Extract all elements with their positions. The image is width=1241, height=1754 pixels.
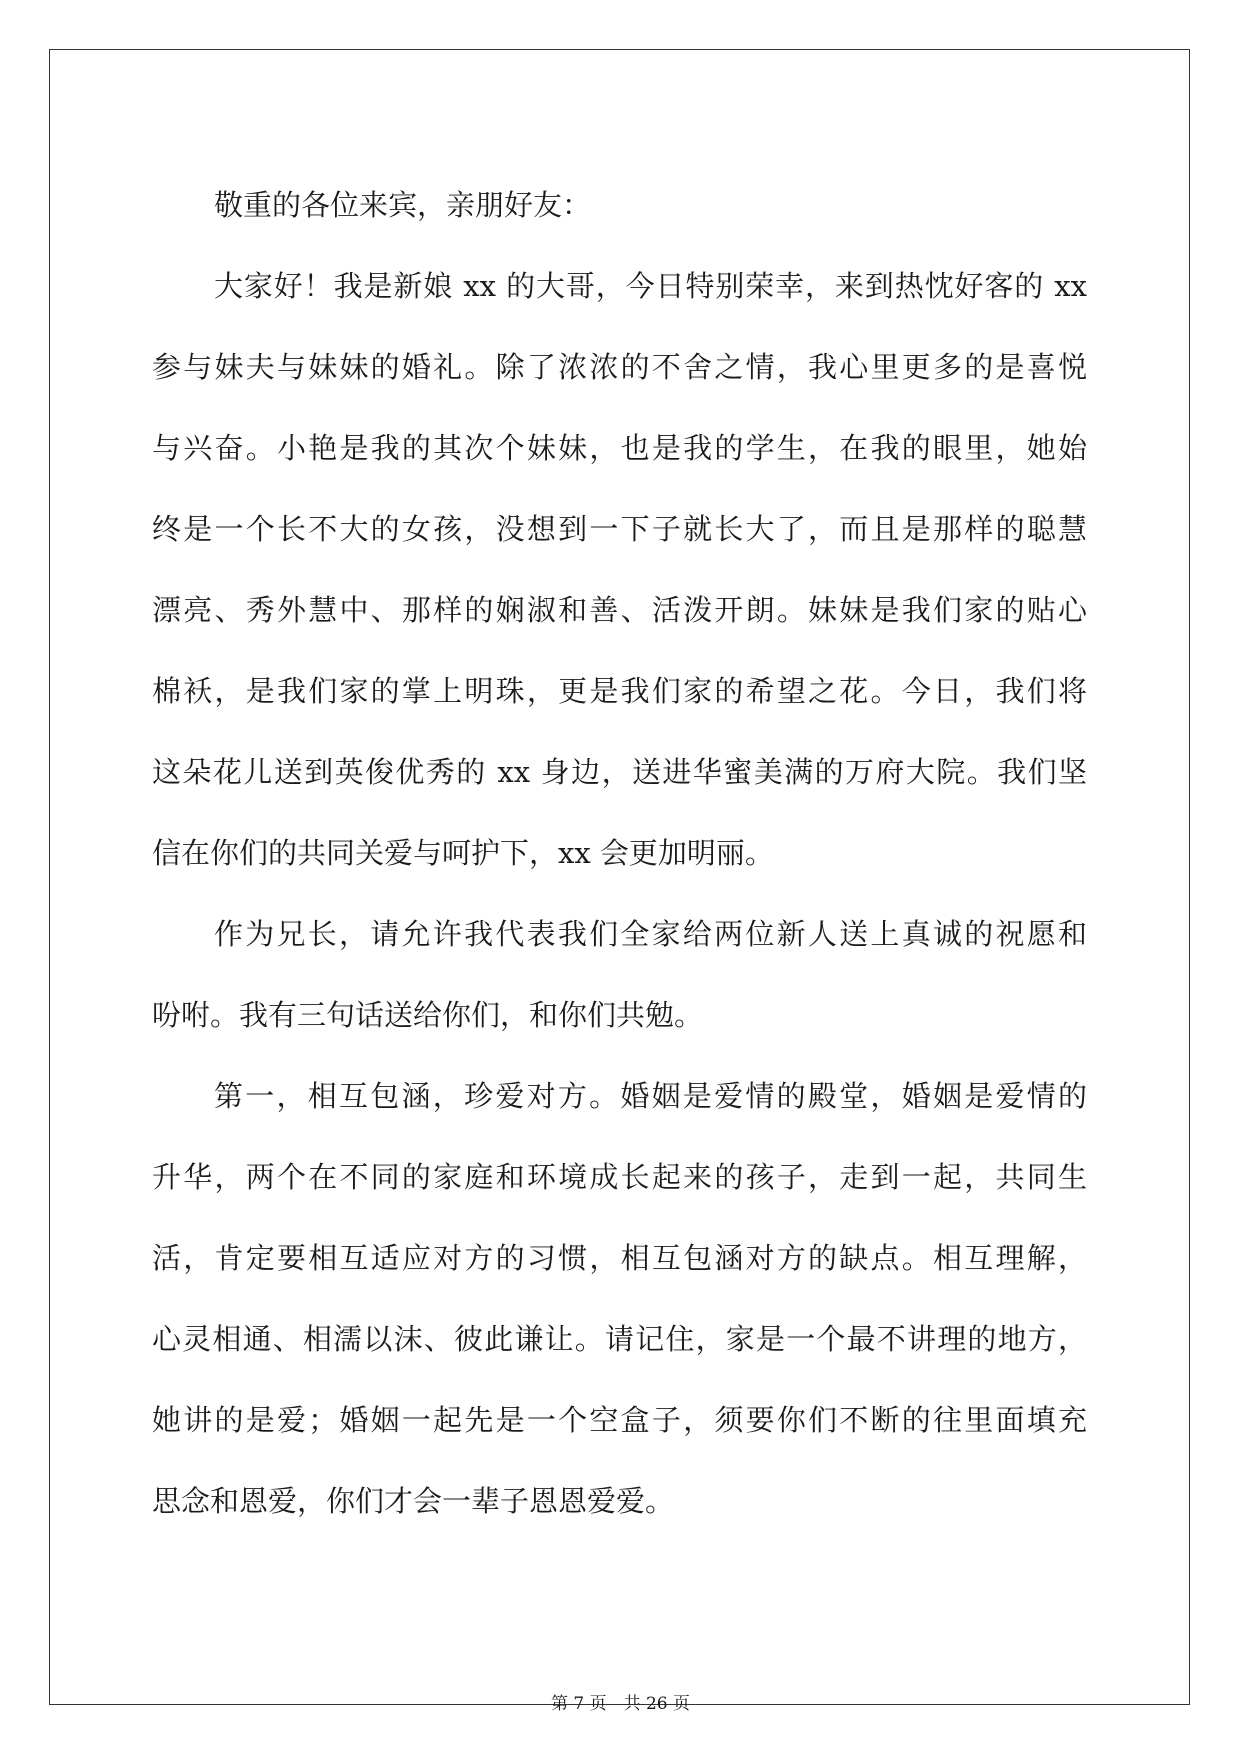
paragraph-4-line-5: 她讲的是爱；婚姻一起先是一个空盒子，须要你们不断的往里面填充 — [152, 1403, 1087, 1437]
document-body — [152, 165, 1087, 1542]
page-number-footer: 第 7 页 共 26 页 — [550, 1694, 691, 1714]
paragraph-2-line-5: 漂亮、秀外慧中、那样的娴淑和善、活泼开朗。妹妹是我们家的贴心 — [152, 593, 1087, 627]
paragraph-2-line-2: 参与妹夫与妹妹的婚礼。除了浓浓的不舍之情，我心里更多的是喜悦 — [152, 350, 1087, 384]
paragraph-4-line-2: 升华，两个在不同的家庭和环境成长起来的孩子，走到一起，共同生 — [152, 1160, 1087, 1194]
salutation-line: 敬重的各位来宾，亲朋好友： — [214, 188, 592, 222]
paragraph-2-line-7: 这朵花儿送到英俊优秀的 xx 身边，送进华蜜美满的万府大院。我们坚 — [152, 755, 1087, 789]
paragraph-4-line-4: 心灵相通、相濡以沫、彼此谦让。请记住，家是一个最不讲理的地方， — [152, 1322, 1087, 1356]
paragraph-3-line-1: 作为兄长，请允许我代表我们全家给两位新人送上真诚的祝愿和 — [214, 917, 1087, 951]
paragraph-4-line-6: 思念和恩爱，你们才会一辈子恩恩爱爱。 — [152, 1484, 675, 1518]
paragraph-2-line-8: 信在你们的共同关爱与呵护下，xx 会更加明丽。 — [152, 836, 774, 870]
paragraph-4-line-1: 第一，相互包涵，珍爱对方。婚姻是爱情的殿堂，婚姻是爱情的 — [214, 1079, 1087, 1113]
paragraph-2-line-1: 大家好！我是新娘 xx 的大哥，今日特别荣幸，来到热忱好客的 xx — [214, 269, 1087, 303]
paragraph-3-line-2: 吩咐。我有三句话送给你们，和你们共勉。 — [152, 998, 704, 1032]
paragraph-2-line-4: 终是一个长不大的女孩，没想到一下子就长大了，而且是那样的聪慧 — [152, 512, 1087, 546]
paragraph-2-line-3: 与兴奋。小艳是我的其次个妹妹，也是我的学生，在我的眼里，她始 — [152, 431, 1087, 465]
paragraph-2-line-6: 棉袄，是我们家的掌上明珠，更是我们家的希望之花。今日，我们将 — [152, 674, 1087, 708]
paragraph-4-line-3: 活，肯定要相互适应对方的习惯，相互包涵对方的缺点。相互理解， — [152, 1241, 1087, 1275]
